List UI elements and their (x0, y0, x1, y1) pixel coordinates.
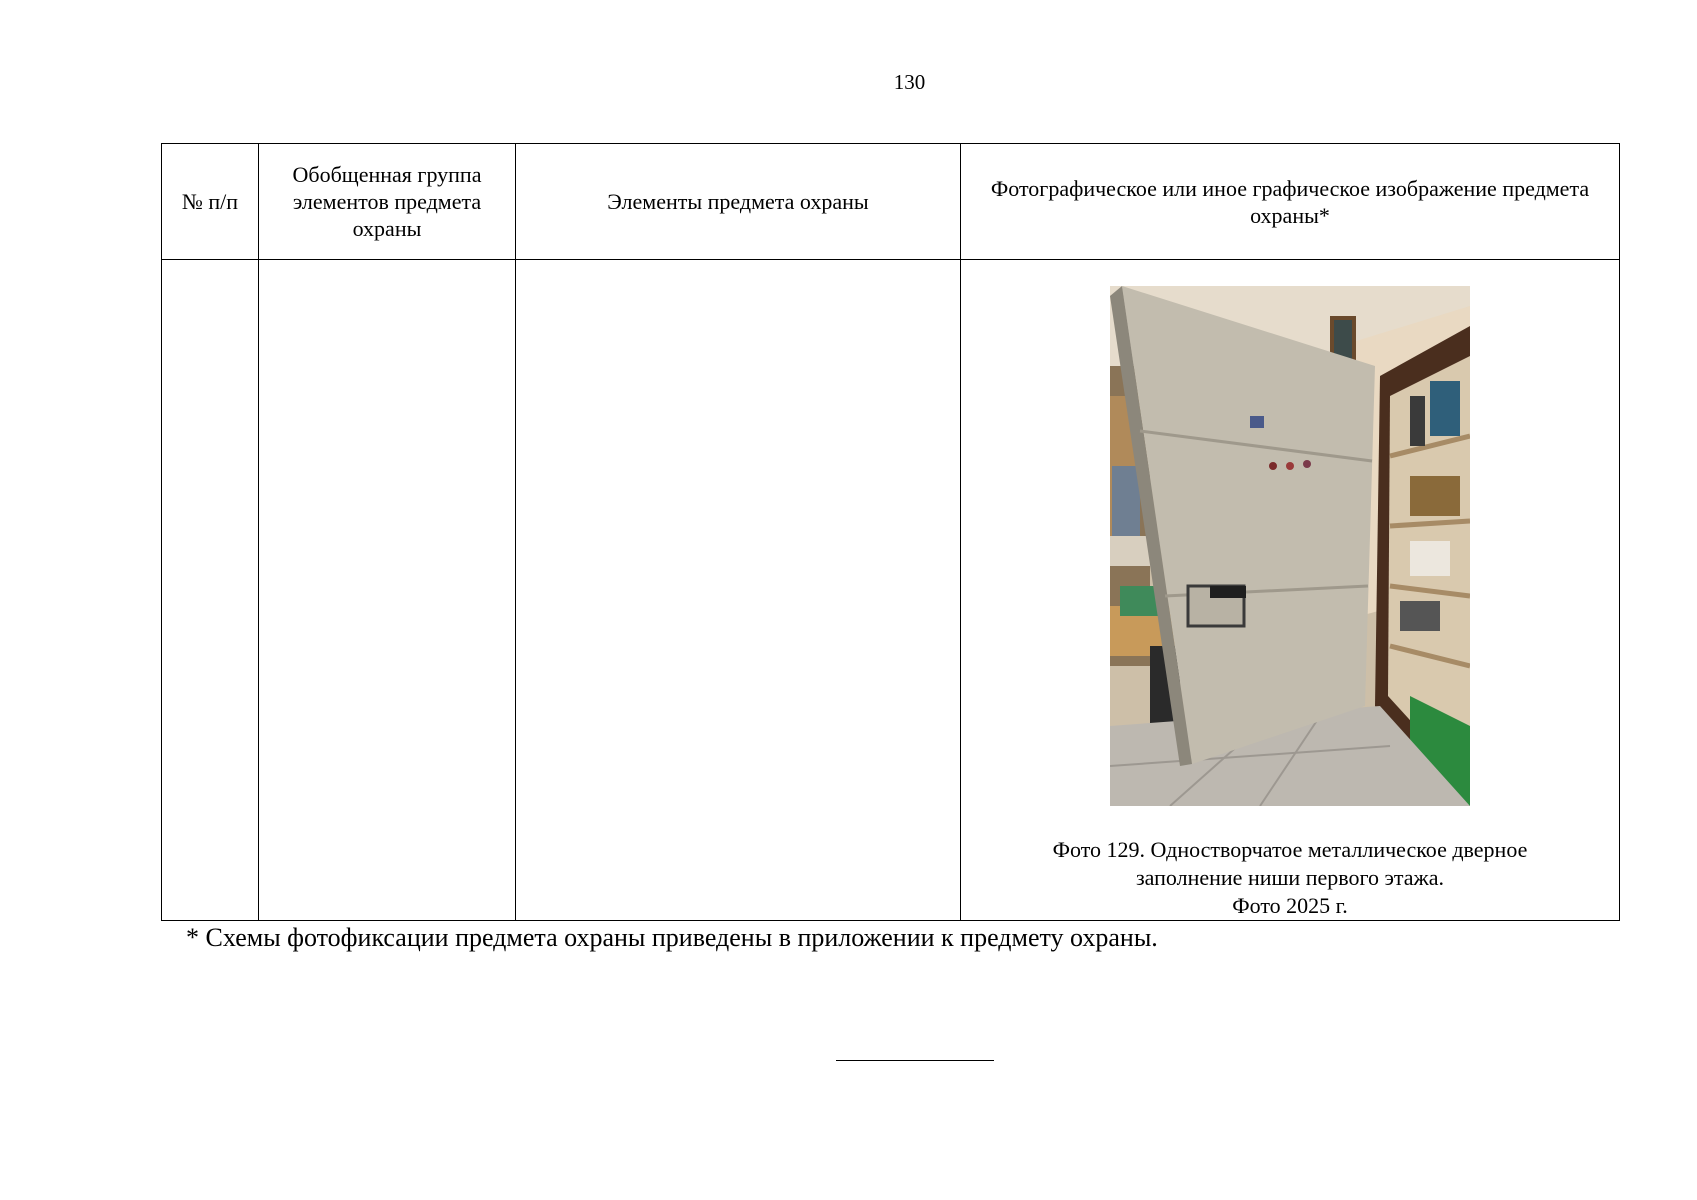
door-photo (1110, 286, 1470, 806)
caption-line-2: заполнение ниши первого этажа. (1135, 865, 1445, 890)
header-number: № п/п (162, 144, 259, 260)
header-elements: Элементы предмета охраны (516, 144, 961, 260)
table-row (162, 260, 1620, 921)
cell-number (162, 260, 259, 921)
header-image: Фотографическое или иное графическое изображение предмета охраны* (961, 144, 1620, 260)
cell-elements (516, 260, 961, 921)
page-number: 130 (893, 70, 926, 94)
cell-group (259, 260, 516, 921)
photo-caption (969, 836, 1611, 920)
protection-table (161, 143, 1620, 921)
table-header-row (162, 144, 1620, 260)
caption-line-1: Фото 129. Одностворчатое металлическое дверное (1052, 837, 1528, 862)
footnote: * Схемы фотофиксации предмета охраны приведены в приложении к предмету охраны. (186, 923, 1158, 952)
end-separator-line (836, 1060, 994, 1061)
header-group: Обобщенная группа элементов предмета охраны (259, 144, 516, 260)
cell-image (961, 260, 1620, 921)
caption-line-3: Фото 2025 г. (1232, 893, 1348, 918)
